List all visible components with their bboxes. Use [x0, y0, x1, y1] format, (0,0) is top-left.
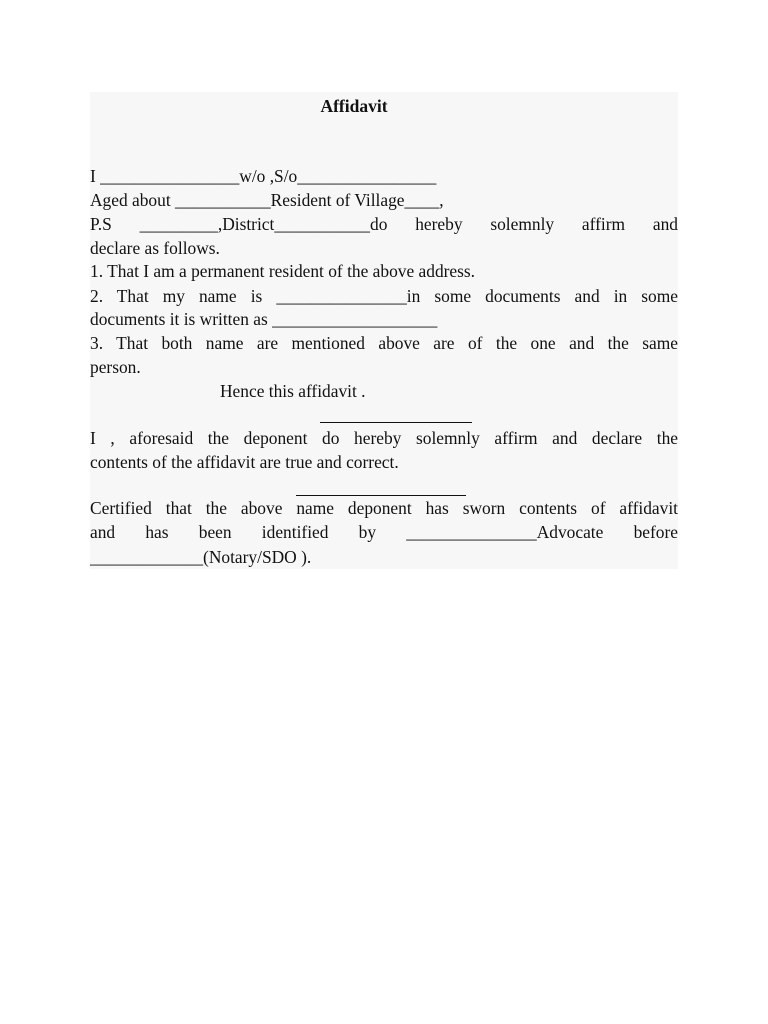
document-title: Affidavit: [320, 96, 388, 116]
clause-1: 1. That I am a permanent resident of the above address.: [90, 261, 476, 281]
deponent-name-line: I ________________w/o ,S/o________________: [90, 166, 437, 186]
hence-affidavit-line: Hence this affidavit .: [220, 381, 366, 401]
verification-line-2: contents of the affidavit are true and correct.: [90, 452, 399, 472]
deponent-signature-line-2: [296, 495, 466, 496]
certification-line-2: and has been identified by _______________Advocate before: [90, 522, 678, 542]
certification-line-3: _____________(Notary/SDO ).: [90, 547, 312, 567]
clause-2-line-2: documents it is written as ___________________: [90, 309, 438, 329]
affidavit-document: [90, 92, 678, 569]
clause-2-line-1: 2. That my name is _______________in some documents and in some: [90, 286, 678, 306]
district-affirm-line: P.S _________,District___________do hereby solemnly affirm and: [90, 214, 678, 234]
clause-3-line-2: person.: [90, 357, 141, 377]
declare-line: declare as follows.: [90, 238, 220, 258]
deponent-signature-line: [320, 422, 472, 423]
certification-line-1: Certified that the above name deponent has sworn contents of affidavit: [90, 498, 678, 518]
age-residence-line: Aged about ___________Resident of Village____,: [90, 190, 444, 210]
clause-3-line-1: 3. That both name are mentioned above are of the one and the same: [90, 333, 678, 353]
verification-line-1: I , aforesaid the deponent do hereby solemnly affirm and declare the: [90, 428, 678, 448]
